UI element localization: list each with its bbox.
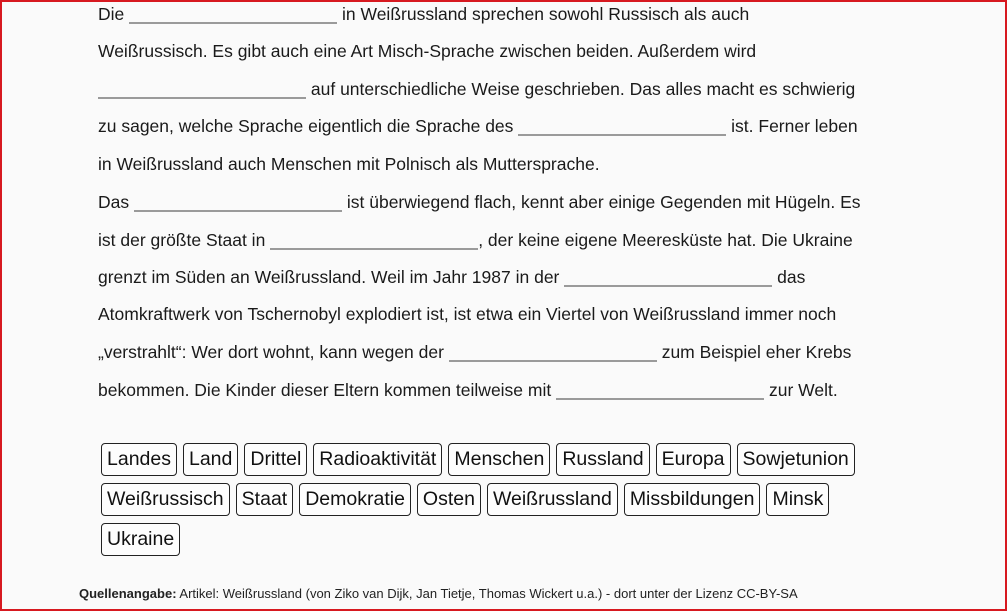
text-line	[98, 77, 855, 101]
word-chip[interactable]: Weißrussisch	[101, 483, 230, 516]
source-label: Quellenangabe:	[79, 586, 177, 601]
word-chip[interactable]: Drittel	[244, 443, 307, 476]
word-chip[interactable]: Weißrussland	[487, 483, 618, 516]
word-chip[interactable]: Menschen	[448, 443, 550, 476]
text-segment: in Weißrussland auch Menschen mit Polnisch als Muttersprache.	[98, 154, 600, 174]
text-segment: auf unterschiedliche Weise geschrieben. Das alles macht es schwierig	[310, 79, 856, 99]
text-segment: grenzt im Süden an Weißrussland. Weil im Jahr 1987 in der	[98, 267, 560, 287]
text-segment: ist der größte Staat in	[98, 230, 266, 250]
word-chip[interactable]: Europa	[656, 443, 731, 476]
text-segment: Die	[98, 4, 125, 24]
text-line	[98, 265, 805, 289]
word-bank-row	[101, 483, 931, 516]
word-bank-row	[101, 443, 931, 476]
text-line	[98, 340, 851, 364]
text-segment: Das	[98, 192, 130, 212]
text-segment: zu sagen, welche Sprache eigentlich die Sprache des	[98, 116, 514, 136]
word-chip[interactable]: Ukraine	[101, 523, 180, 556]
text-segment: zur Welt.	[768, 380, 838, 400]
source-note	[79, 586, 798, 601]
word-chip[interactable]: Demokratie	[299, 483, 411, 516]
blank-field[interactable]	[129, 4, 337, 24]
word-chip[interactable]: Missbildungen	[624, 483, 761, 516]
text-line	[98, 152, 600, 176]
text-segment: in Weißrussland sprechen sowohl Russisch als auch	[342, 4, 750, 24]
word-bank-row	[101, 523, 931, 556]
word-bank	[101, 443, 931, 563]
blank-field[interactable]	[518, 116, 726, 136]
word-chip[interactable]: Land	[183, 443, 238, 476]
blank-field[interactable]	[98, 79, 306, 99]
blank-field[interactable]	[134, 192, 342, 212]
word-chip[interactable]: Russland	[556, 443, 649, 476]
text-segment: Atomkraftwerk von Tschernobyl explodiert ist, ist etwa ein Viertel von Weißrussland immer noch	[98, 304, 837, 324]
text-line	[98, 302, 836, 326]
word-chip[interactable]: Osten	[417, 483, 481, 516]
text-line	[98, 228, 853, 252]
text-line	[98, 378, 838, 402]
text-line	[98, 39, 756, 63]
text-line	[98, 114, 858, 138]
text-segment: ist. Ferner leben	[731, 116, 858, 136]
text-segment: das	[777, 267, 806, 287]
text-segment: bekommen. Die Kinder dieser Eltern kommen teilweise mit	[98, 380, 552, 400]
source-text: Artikel: Weißrussland (von Ziko van Dijk, Jan Tietje, Thomas Wickert u.a.) - dort unter der Lizenz CC-BY-SA	[176, 586, 798, 601]
text-line	[98, 190, 861, 214]
word-chip[interactable]: Sowjetunion	[737, 443, 855, 476]
word-chip[interactable]: Staat	[236, 483, 294, 516]
text-line	[98, 2, 749, 26]
text-segment: „verstrahlt“: Wer dort wohnt, kann wegen der	[98, 342, 444, 362]
blank-field[interactable]	[564, 267, 772, 287]
text-segment: Weißrussisch. Es gibt auch eine Art Misch-Sprache zwischen beiden. Außerdem wird	[98, 41, 757, 61]
blank-field[interactable]	[449, 342, 657, 362]
blank-field[interactable]	[270, 230, 478, 250]
word-chip[interactable]: Radioaktivität	[313, 443, 442, 476]
text-segment: zum Beispiel eher Krebs	[661, 342, 852, 362]
word-chip[interactable]: Minsk	[766, 483, 829, 516]
text-segment: ist überwiegend flach, kennt aber einige Gegenden mit Hügeln. Es	[346, 192, 861, 212]
text-segment: , der keine eigene Meeresküste hat. Die Ukraine	[478, 230, 853, 250]
word-chip[interactable]: Landes	[101, 443, 177, 476]
blank-field[interactable]	[556, 380, 764, 400]
